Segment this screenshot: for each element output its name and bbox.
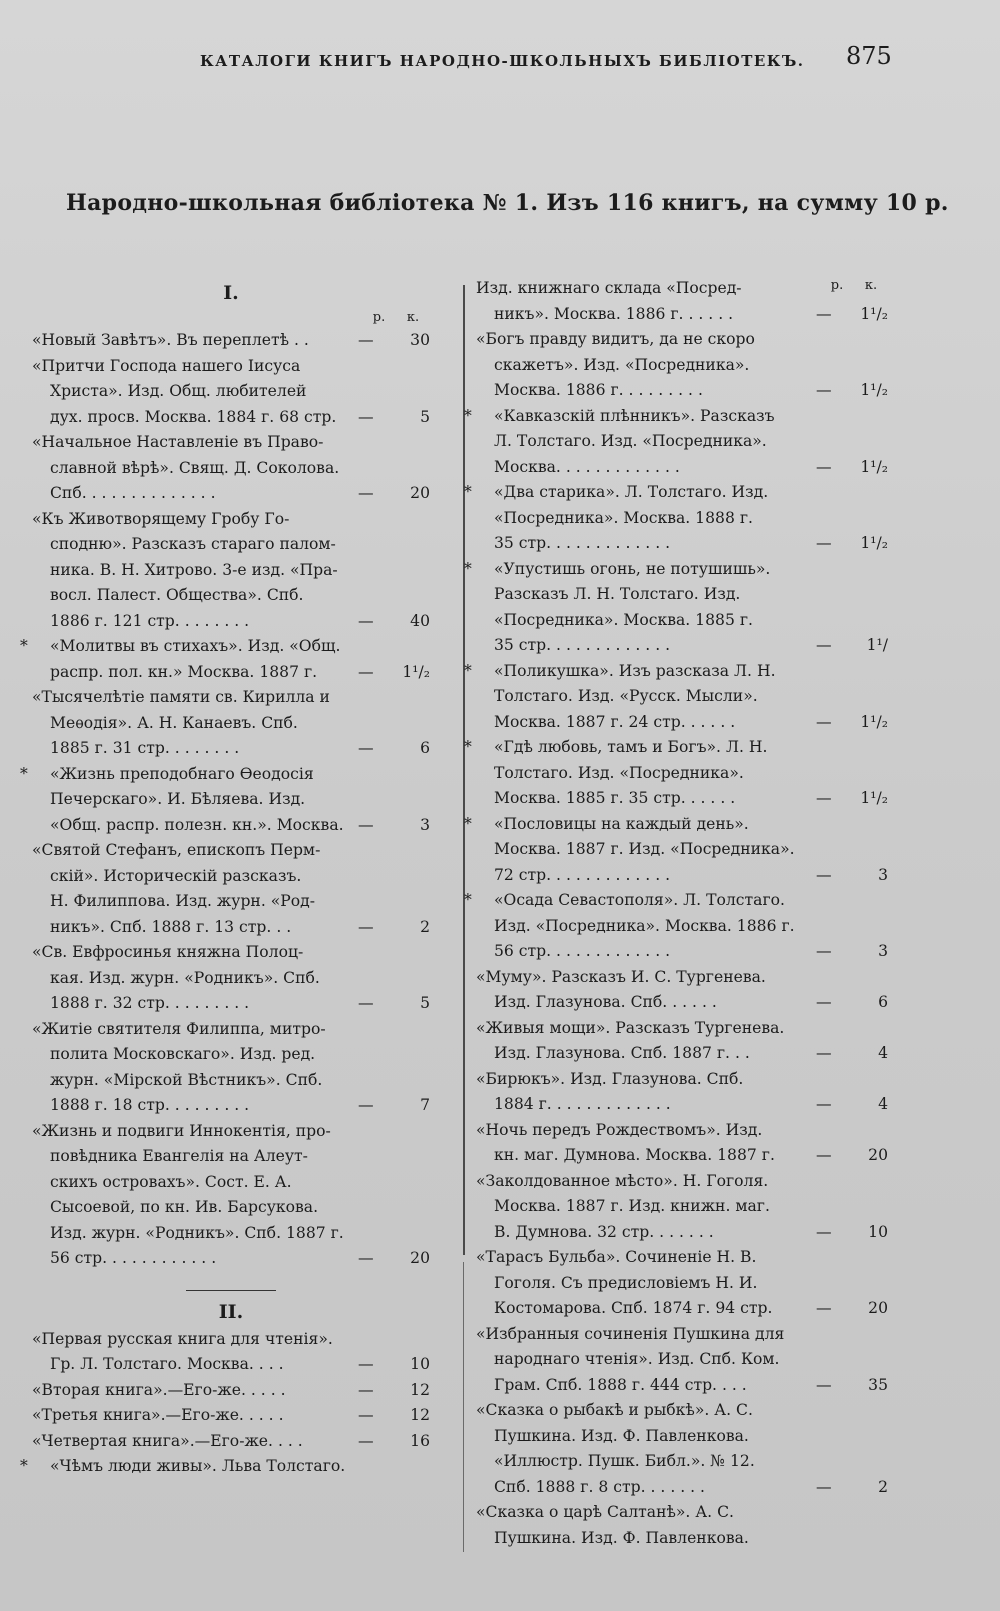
entry-line: Изд. Глазунова. Спб. 1887 г. . .: [494, 1044, 750, 1062]
entry-price: [358, 1246, 430, 1272]
entry-line: Л. Толстаго. Изд. «Посредника».: [494, 432, 767, 450]
entry-line: 1885 г. 31 стр. . . . . . . .: [50, 739, 240, 757]
catalog-entry: [32, 507, 430, 635]
asterisk-mark: *: [464, 406, 472, 425]
price-kopecks: 3: [420, 815, 430, 834]
entry-line: В. Думнова. 32 стр. . . . . . .: [494, 1222, 714, 1241]
catalog-entry: [32, 328, 430, 354]
catalog-entry: [464, 557, 888, 659]
entry-price: [816, 1092, 888, 1118]
price-kopecks: 5: [420, 994, 430, 1012]
price-kopecks: 1¹/₂: [402, 662, 430, 681]
entry-line: «Посредника». Москва. 1885 г.: [494, 610, 753, 629]
entry-price: [816, 633, 888, 659]
price-kopecks: 1¹/₂: [860, 381, 888, 399]
entry-line: Москва. 1887 г. Изд. «Посредника».: [494, 840, 795, 858]
entry-price: [816, 710, 888, 736]
entry-line: Изд. журн. «Родникъ». Спб. 1887 г.: [50, 1223, 344, 1242]
entry-line: полита Московскаго». Изд. ред.: [50, 1045, 316, 1063]
price-rubles: —: [816, 1299, 832, 1317]
entry-line: Христа». Изд. Общ. любителей: [50, 382, 307, 400]
catalog-entry: [464, 888, 888, 965]
entry-line: дух. просв. Москва. 1884 г. 68 стр.: [50, 407, 337, 426]
entry-line: Пушкина. Изд. Ф. Павленкова.: [494, 1528, 749, 1547]
entry-line: скихъ островахъ». Сост. Е. А.: [50, 1172, 292, 1191]
entry-line: Москва. . . . . . . . . . . . .: [494, 457, 680, 476]
catalog-entry: [32, 940, 430, 1017]
price-kopecks: 6: [878, 993, 888, 1011]
entry-line: славной вѣрѣ». Свящ. Д. Соколова.: [50, 458, 340, 477]
entry-line: «Заколдованное мѣсто». Н. Гоголя.: [476, 1171, 769, 1190]
price-kopecks: 20: [410, 484, 430, 502]
entry-line: Москва. 1885 г. 35 стр. . . . . .: [494, 789, 736, 807]
entry-line: Москва. 1887 г. 24 стр. . . . . .: [494, 712, 736, 731]
entry-price: [816, 939, 888, 965]
entry-line: 1888 г. 18 стр. . . . . . . . .: [50, 1096, 250, 1114]
catalog-entry: [476, 1500, 888, 1551]
catalog-entry: [464, 812, 888, 889]
price-kopecks: 1¹/₂: [860, 534, 888, 552]
price-rubles: —: [358, 917, 374, 936]
catalog-entry: [464, 659, 888, 736]
entry-line: 56 стр. . . . . . . . . . . .: [50, 1249, 217, 1267]
entry-line: 1884 г. . . . . . . . . . . . .: [494, 1095, 671, 1113]
entry-line: Н. Филиппова. Изд. журн. «Род-: [50, 892, 316, 910]
price-kopecks: 1¹/₂: [860, 789, 888, 807]
entry-line: Грам. Спб. 1888 г. 444 стр. . . .: [494, 1375, 747, 1394]
entry-line: «Сказка о рыбакѣ и рыбкѣ». А. С.: [476, 1401, 753, 1419]
price-kopecks: 3: [878, 865, 888, 884]
entry-line: «Новый Завѣтъ». Въ переплетѣ . .: [32, 331, 309, 349]
entry-line: скiй». Историческiй разсказъ.: [50, 866, 302, 885]
price-kopecks: 20: [868, 1299, 888, 1317]
price-kopecks: 20: [868, 1146, 888, 1164]
entry-line: «Гдѣ любовь, тамъ и Богъ». Л. Н.: [494, 738, 768, 756]
price-column-labels: [32, 308, 430, 328]
left-entry-list-2: [20, 1327, 430, 1480]
entry-line: «Вторая книга».—Его-же. . . . .: [32, 1380, 286, 1399]
price-rubles: —: [358, 484, 374, 502]
entry-line: «Тысячелѣтiе памяти св. Кирилла и: [32, 688, 330, 706]
entry-line: никъ». Москва. 1886 г. . . . . .: [494, 304, 734, 323]
catalog-entry: [476, 1067, 888, 1118]
entry-line: «Муму». Разсказъ И. С. Тургенева.: [476, 967, 766, 986]
section-heading-2: II.: [218, 1300, 244, 1323]
entry-price: [358, 1378, 430, 1404]
entry-line: повѣдника Евангелiя на Алеут-: [50, 1147, 308, 1165]
rubles-label-right: р.: [830, 278, 844, 293]
catalog-entry: [476, 1016, 888, 1067]
catalog-entry: [476, 965, 888, 1016]
entry-line: Печерскаго». И. Бѣляева. Изд.: [50, 790, 306, 808]
entry-line: Изд. «Посредника». Москва. 1886 г.: [494, 916, 795, 935]
entry-line: «Осада Севастополя». Л. Толстаго.: [494, 891, 785, 909]
entry-line: Разсказъ Л. Н. Толстаго. Изд.: [494, 585, 741, 603]
price-kopecks: 10: [868, 1222, 888, 1241]
running-head: КАТАЛОГИ КНИГЪ НАРОДНО-ШКОЛЬНЫХЪ БИБЛIОТЕКЪ.: [200, 52, 805, 70]
left-column: [20, 278, 430, 1480]
price-rubles: —: [816, 534, 832, 552]
entry-line: Москва. 1887 г. Изд. книжн. маг.: [494, 1197, 770, 1215]
entry-line: журн. «Мiрской Вѣстникъ». Спб.: [50, 1070, 323, 1089]
entry-price: [358, 1352, 430, 1378]
entry-line: «Упустишь огонь, не потушишь».: [494, 559, 771, 578]
price-rubles: —: [816, 712, 832, 731]
kopecks-label: к.: [406, 310, 420, 325]
entry-line: сподню». Разсказъ стараго палом-: [50, 535, 336, 553]
price-rubles: —: [816, 457, 832, 476]
price-rubles: —: [358, 1431, 374, 1450]
entry-price: [358, 1093, 430, 1119]
price-rubles: —: [816, 1095, 832, 1113]
entry-line: «Сказка о царѣ Салтанѣ». А. С.: [476, 1503, 734, 1521]
entry-line: «Къ Животворящему Гробу Го-: [32, 509, 290, 528]
price-rubles: —: [358, 1249, 374, 1267]
entry-line: «Житiе святителя Филиппа, митро-: [32, 1019, 326, 1038]
catalog-entry: [464, 735, 888, 812]
price-kopecks: 12: [410, 1380, 430, 1399]
catalog-entry: [32, 1378, 430, 1404]
price-rubles: —: [816, 942, 832, 960]
price-kopecks: 1¹/₂: [860, 712, 888, 731]
price-rubles: —: [358, 994, 374, 1012]
entry-line: «Начальное Наставленiе въ Право-: [32, 433, 324, 451]
catalog-entry: [476, 1169, 888, 1246]
catalog-entry: [20, 762, 430, 839]
entry-line: «Иллюстр. Пушк. Библ.». № 12.: [494, 1452, 755, 1470]
entry-price: [816, 786, 888, 812]
entry-line: «Два старика». Л. Толстаго. Изд.: [494, 483, 769, 501]
catalog-entry: [476, 1118, 888, 1169]
catalog-entry: [20, 634, 430, 685]
entry-line: Изд. Глазунова. Спб. . . . . .: [494, 993, 717, 1011]
entry-line: Гр. Л. Толстаго. Москва. . . .: [50, 1355, 284, 1373]
asterisk-mark: *: [20, 637, 28, 655]
price-kopecks: 5: [420, 407, 430, 426]
entry-line: Гоголя. Съ предисловiемъ Н. И.: [494, 1273, 758, 1292]
catalog-entry: [32, 1327, 430, 1378]
price-rubles: —: [358, 662, 374, 681]
entry-price: [816, 531, 888, 557]
entry-price: [358, 1429, 430, 1455]
section-divider: [186, 1290, 276, 1291]
price-kopecks: 30: [410, 331, 430, 349]
entry-price: [358, 991, 430, 1017]
entry-price: [358, 328, 430, 354]
price-kopecks: 10: [410, 1355, 430, 1373]
entry-line: «Св. Евфросинья княжна Полоц-: [32, 943, 304, 961]
entry-line: кн. маг. Думнова. Москва. 1887 г.: [494, 1146, 775, 1164]
price-rubles: —: [816, 1477, 832, 1496]
entry-line: Толстаго. Изд. «Русск. Мысли».: [494, 687, 758, 705]
entry-price: [816, 1296, 888, 1322]
entry-line: «Пословицы на каждый день».: [494, 814, 749, 833]
price-kopecks: 1¹/₂: [860, 304, 888, 323]
entry-line: «Избранныя сочиненiя Пушкина для: [476, 1324, 785, 1343]
catalog-entry: [476, 1398, 888, 1500]
entry-line: «Живыя мощи». Разсказъ Тургенева.: [476, 1018, 785, 1037]
entry-line: «Первая русская книга для чтенiя».: [32, 1329, 333, 1348]
price-kopecks: 1¹/: [866, 636, 888, 654]
price-kopecks: 2: [420, 917, 430, 936]
price-rubles: —: [816, 1044, 832, 1062]
entry-price: [358, 660, 430, 686]
entry-line: Меѳодiя». А. Н. Канаевъ. Спб.: [50, 713, 298, 732]
entry-line: «Притчи Господа нашего Iисуса: [32, 356, 301, 375]
entry-line: народнаго чтенiя». Изд. Спб. Ком.: [494, 1350, 780, 1368]
entry-line: «Жизнь преподобнаго Ѳеодосiя: [50, 764, 314, 783]
price-rubles: —: [358, 1355, 374, 1373]
price-rubles: —: [358, 1406, 374, 1424]
entry-price: [816, 863, 888, 889]
catalog-entry: [32, 838, 430, 940]
price-rubles: —: [358, 331, 374, 349]
price-kopecks: 35: [868, 1375, 888, 1394]
entry-price: [358, 915, 430, 941]
price-rubles: —: [816, 1375, 832, 1394]
price-kopecks: 4: [878, 1044, 888, 1062]
asterisk-mark: *: [464, 661, 472, 680]
entry-line: Толстаго. Изд. «Посредника».: [494, 763, 744, 782]
entry-line: «Чѣмъ люди живы». Льва Толстаго.: [50, 1457, 346, 1475]
entry-line: 35 стр. . . . . . . . . . . . .: [494, 534, 671, 552]
entry-line: 72 стр. . . . . . . . . . . . .: [494, 865, 671, 884]
price-rubles: —: [358, 1380, 374, 1399]
catalog-entry: [32, 354, 430, 431]
entry-price: [816, 1373, 888, 1399]
entry-price: [816, 302, 888, 328]
asterisk-mark: *: [464, 891, 472, 909]
price-rubles: —: [816, 1222, 832, 1241]
asterisk-mark: *: [464, 738, 472, 756]
catalog-entry: [32, 685, 430, 762]
catalog-entry: [476, 1322, 888, 1399]
entry-line: Изд. книжнаго склада «Посред-: [476, 279, 742, 297]
price-kopecks: 3: [878, 942, 888, 960]
entry-line: 56 стр. . . . . . . . . . . . .: [494, 942, 671, 960]
entry-line: Сысоевой, по кн. Ив. Барсукова.: [50, 1198, 319, 1216]
catalog-entry: [464, 404, 888, 481]
price-rubles: —: [358, 739, 374, 757]
entry-price: [358, 736, 430, 762]
catalog-entry: [32, 1017, 430, 1119]
entry-price: [358, 405, 430, 431]
entry-line: «Бирюкъ». Изд. Глазунова. Спб.: [476, 1069, 744, 1088]
entry-line: Москва. 1886 г. . . . . . . . .: [494, 381, 703, 399]
entry-price: [816, 1475, 888, 1501]
left-entry-list: [20, 328, 430, 1272]
entry-line: «Общ. распр. полезн. кн.». Москва.: [50, 815, 344, 834]
catalog-entry: [32, 1403, 430, 1429]
price-kopecks: 40: [410, 611, 430, 630]
entry-line: Пушкина. Изд. Ф. Павленкова.: [494, 1426, 749, 1445]
price-kopecks: 2: [878, 1477, 888, 1496]
entry-line: «Богъ правду видитъ, да не скоро: [476, 330, 755, 348]
asterisk-mark: *: [20, 764, 28, 783]
price-rubles: —: [358, 611, 374, 630]
price-rubles: —: [816, 304, 832, 323]
entry-price: [816, 990, 888, 1016]
price-rubles: —: [358, 815, 374, 834]
entry-line: никъ». Спб. 1888 г. 13 стр. . .: [50, 917, 292, 936]
asterisk-mark: *: [464, 814, 472, 833]
catalog-entry: [20, 1454, 430, 1480]
price-rubles: —: [816, 381, 832, 399]
entry-line: «Посредника». Москва. 1888 г.: [494, 508, 753, 527]
entry-line: скажетъ». Изд. «Посредника».: [494, 355, 750, 374]
library-title: Народно-школьная библiотека № 1. Изъ 116 книгъ, на сумму 10 р.: [66, 190, 949, 216]
price-rubles: —: [816, 865, 832, 884]
asterisk-mark: *: [464, 559, 472, 578]
entry-price: [358, 813, 430, 839]
entry-line: «Ночь передъ Рождествомъ». Изд.: [476, 1120, 763, 1139]
price-rubles: —: [816, 993, 832, 1011]
entry-line: распр. пол. кн.» Москва. 1887 г.: [50, 662, 318, 681]
right-entry-list: [464, 276, 888, 1551]
price-rubles: —: [358, 407, 374, 426]
price-kopecks: 1¹/₂: [860, 457, 888, 476]
price-kopecks: 4: [878, 1095, 888, 1113]
catalog-entry: [476, 327, 888, 404]
catalog-entry: [476, 276, 888, 327]
catalog-entry: [476, 1245, 888, 1322]
entry-line: Костомарова. Спб. 1874 г. 94 стр.: [494, 1299, 773, 1317]
catalog-entry: [464, 480, 888, 557]
entry-line: ника. В. Н. Хитрово. 3-е изд. «Пра-: [50, 560, 338, 579]
entry-line: «Молитвы въ стихахъ». Изд. «Общ.: [50, 637, 341, 655]
price-rubles: —: [816, 636, 832, 654]
price-kopecks: 12: [410, 1406, 430, 1424]
price-kopecks: 16: [410, 1431, 430, 1450]
entry-price: [816, 455, 888, 481]
entry-line: Спб. . . . . . . . . . . . . .: [50, 484, 216, 502]
price-rubles: —: [816, 789, 832, 807]
rubles-label: р.: [372, 310, 386, 325]
asterisk-mark: *: [464, 483, 472, 501]
price-kopecks: 6: [420, 739, 430, 757]
entry-line: Спб. 1888 г. 8 стр. . . . . . .: [494, 1477, 706, 1496]
catalog-entry: [32, 1119, 430, 1272]
catalog-entry: [32, 430, 430, 507]
entry-price: [816, 1220, 888, 1246]
entry-line: 1886 г. 121 стр. . . . . . . .: [50, 611, 250, 630]
entry-price: [816, 1041, 888, 1067]
entry-line: «Кавказскiй плѣнникъ». Разсказъ: [494, 406, 775, 425]
kopecks-label-right: к.: [864, 278, 878, 293]
entry-line: 35 стр. . . . . . . . . . . . .: [494, 636, 671, 654]
entry-price: [358, 481, 430, 507]
entry-line: кая. Изд. журн. «Родникъ». Спб.: [50, 968, 320, 987]
entry-line: «Святой Стефанъ, епископъ Перм-: [32, 841, 321, 859]
entry-line: «Поликушка». Изъ разсказа Л. Н.: [494, 661, 776, 680]
page-number: 875: [846, 42, 892, 70]
entry-line: восл. Палест. Общества». Спб.: [50, 586, 304, 604]
entry-line: «Жизнь и подвиги Иннокентiя, про-: [32, 1121, 331, 1140]
price-kopecks: 20: [410, 1249, 430, 1267]
entry-line: «Третья книга».—Его-же. . . . .: [32, 1406, 284, 1424]
column-rule: [463, 285, 465, 1255]
entry-price: [358, 609, 430, 635]
price-kopecks: 7: [420, 1096, 430, 1114]
price-rubles: —: [816, 1146, 832, 1164]
asterisk-mark: *: [20, 1457, 28, 1475]
entry-line: 1888 г. 32 стр. . . . . . . . .: [50, 994, 250, 1012]
entry-line: «Тарасъ Бульба». Сочиненiе Н. В.: [476, 1248, 757, 1266]
section-heading-1: I.: [223, 282, 239, 304]
entry-price: [816, 1143, 888, 1169]
right-column: [464, 278, 888, 1551]
column-rule-lower: [463, 1262, 464, 1552]
price-rubles: —: [358, 1096, 374, 1114]
entry-price: [358, 1403, 430, 1429]
catalog-entry: [32, 1429, 430, 1455]
entry-price: [816, 378, 888, 404]
entry-line: «Четвертая книга».—Его-же. . . .: [32, 1431, 303, 1450]
